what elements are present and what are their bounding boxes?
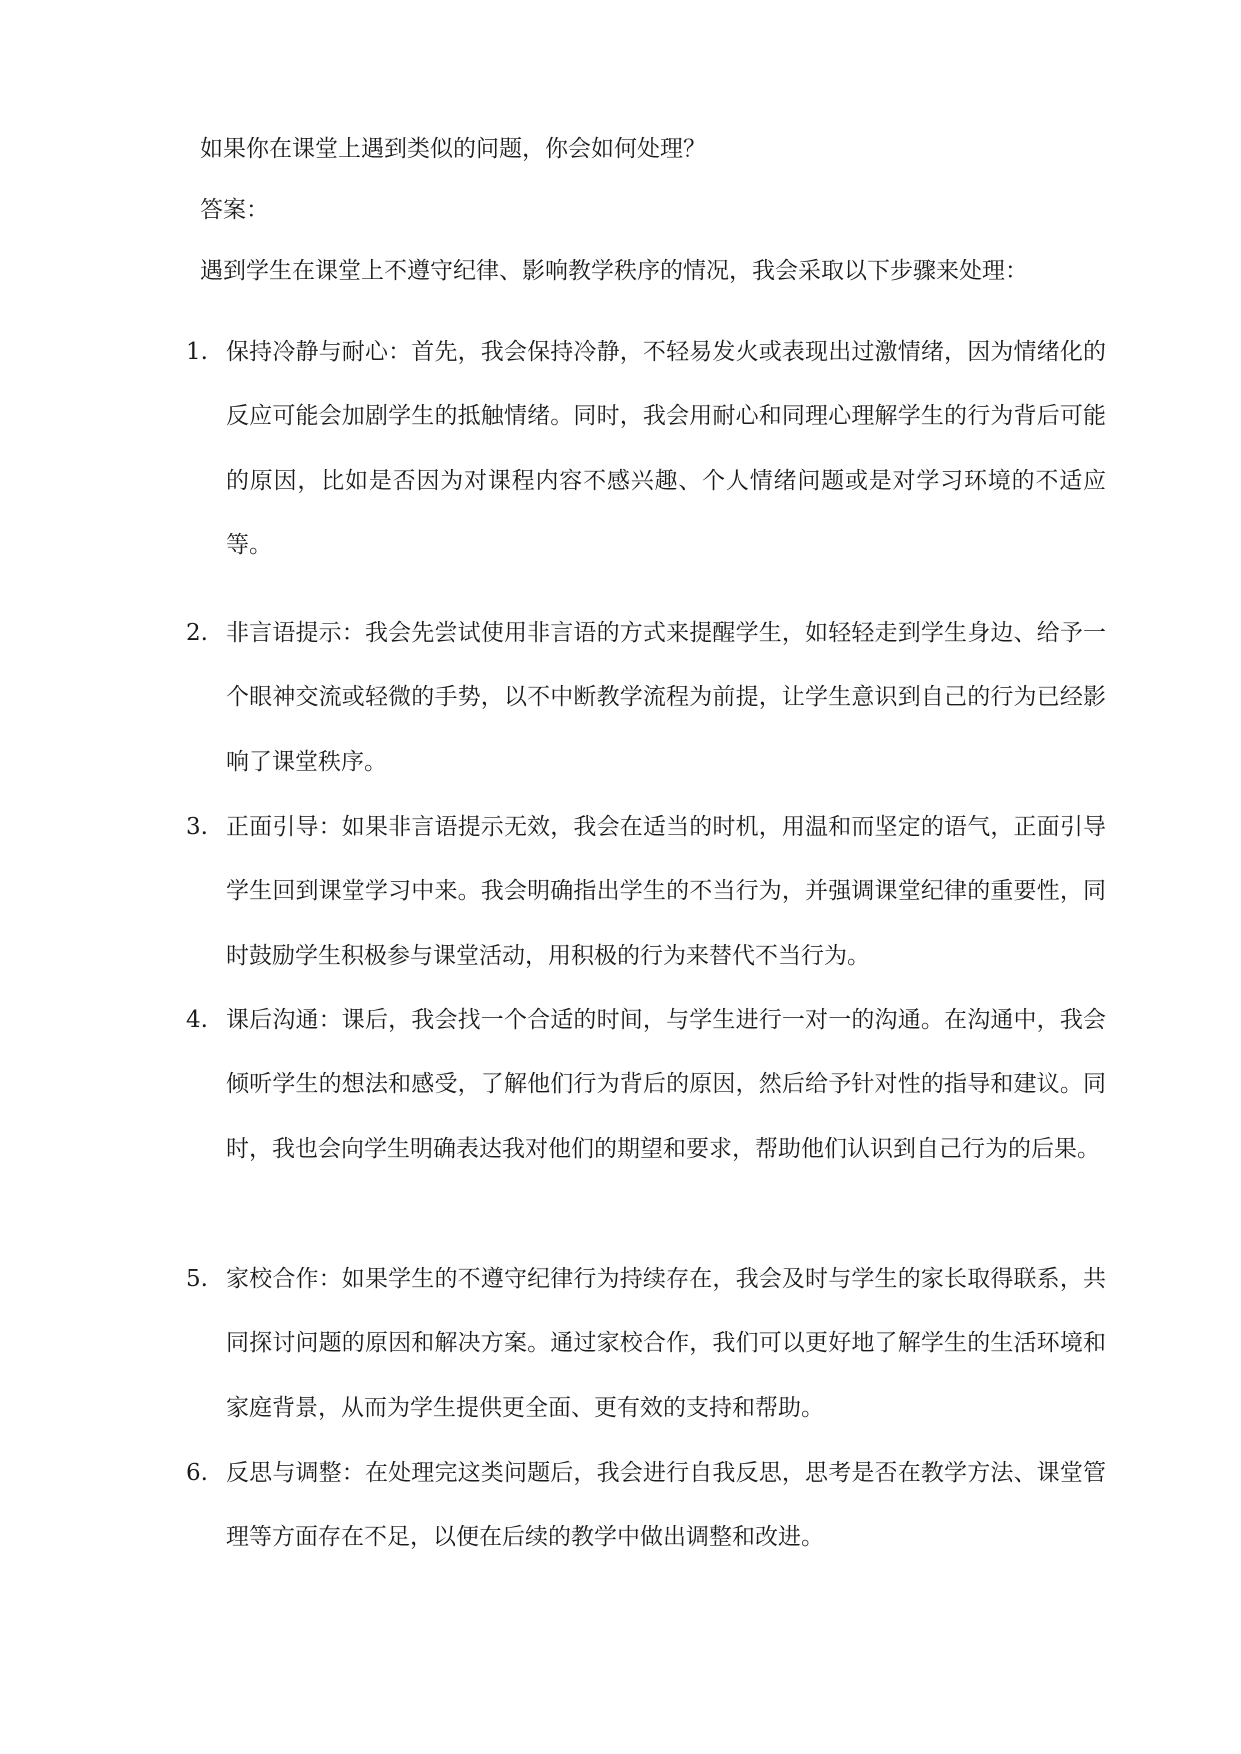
list-item-text: 非言语提示：我会先尝试使用非言语的方式来提醒学生，如轻轻走到学生身边、给予一个眼神交流或轻微的手势，以不中断教学流程为前提，让学生意识到自己的行为已经影响了课堂秩序。	[226, 620, 1106, 775]
list-item-text: 反思与调整：在处理完这类问题后，我会进行自我反思，思考是否在教学方法、课堂管理等方面存在不足，以便在后续的教学中做出调整和改进。	[226, 1460, 1106, 1551]
list-item-text: 家校合作：如果学生的不遵守纪律行为持续存在，我会及时与学生的家长取得联系，共同探讨问题的原因和解决方案。通过家校合作，我们可以更好地了解学生的生活环境和家庭背景，从而为学生提供更全面、更有效的支持和帮助。	[226, 1266, 1106, 1421]
list-item-number: 1.	[186, 339, 208, 365]
question-text: 如果你在课堂上遇到类似的问题，你会如何处理？	[200, 136, 706, 162]
list-item-text: 课后沟通：课后，我会找一个合适的时间，与学生进行一对一的沟通。在沟通中，我会倾听学生的想法和感受，了解他们行为背后的原因，然后给予针对性的指导和建议。同时，我也会向学生明确表达我对他们的期望和要求，帮助他们认识到自己行为的后果。	[226, 1007, 1106, 1162]
list-item-number: 4.	[186, 1007, 208, 1033]
list-item-text: 正面引导：如果非言语提示无效，我会在适当的时机，用温和而坚定的语气，正面引导学生回到课堂学习中来。我会明确指出学生的不当行为，并强调课堂纪律的重要性，同时鼓励学生积极参与课堂活动，用积极的行为来替代不当行为。	[226, 814, 1106, 969]
intro-paragraph: 遇到学生在课堂上不遵守纪律、影响教学秩序的情况，我会采取以下步骤来处理：	[200, 258, 1028, 284]
list-item-number: 3.	[186, 814, 208, 840]
list-item-number: 6.	[186, 1460, 208, 1486]
list-item-text: 保持冷静与耐心：首先，我会保持冷静，不轻易发火或表现出过激情绪，因为情绪化的反应可能会加剧学生的抵触情绪。同时，我会用耐心和同理心理解学生的行为背后可能的原因，比如是否因为对课程内容不感兴趣、个人情绪问题或是对学习环境的不适应等。	[226, 339, 1106, 558]
answer-label: 答案：	[200, 197, 269, 223]
list-item-number: 2.	[186, 620, 208, 646]
list-item-number: 5.	[186, 1266, 208, 1292]
